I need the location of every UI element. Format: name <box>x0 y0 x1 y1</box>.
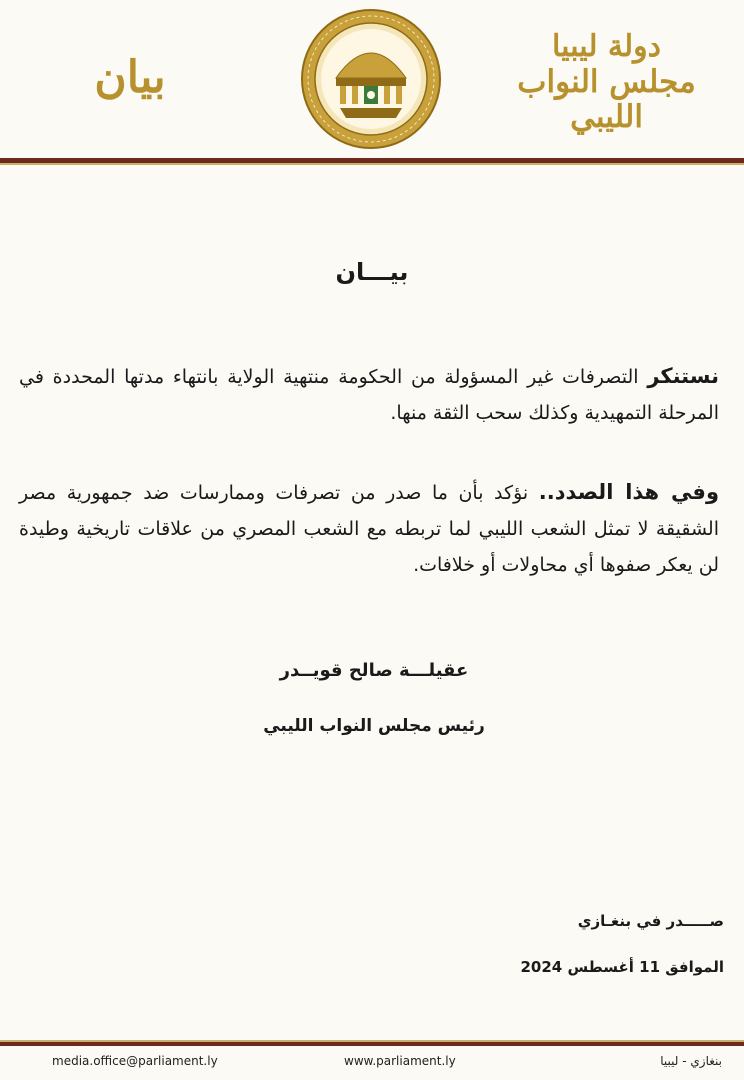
signer-name: عقيلـــة صالح قويــدر <box>279 660 469 681</box>
letterhead <box>0 0 744 160</box>
footer-city: بنغازي - ليبيا <box>660 1054 722 1068</box>
footer-website: www.parliament.ly <box>344 1054 456 1068</box>
footer-divider <box>0 1040 744 1046</box>
state-title <box>499 30 714 136</box>
issued-date: الموافق 11 أغسطس 2024 <box>520 958 724 976</box>
paragraph-1 <box>19 358 719 431</box>
paragraph-2-body: نؤكد بأن ما صدر من تصرفات وممارسات ضد جمهورية مصر الشقيقة لا تمثل الشعب الليبي لما تربطه مع الشعب المصري من علاقات تاريخية وطيدة لن يعكر صفوها أي محاولات أو خلافات. <box>19 482 719 576</box>
parliament-emblem-icon <box>300 8 442 150</box>
state-title-line1: دولة ليبيا <box>552 29 661 64</box>
paragraph-2-lead: وفي هذا الصدد.. <box>538 480 719 504</box>
header-divider <box>0 158 744 165</box>
paragraph-1-body: التصرفات غير المسؤولة من الحكومة منتهية الولاية بانتهاء مدتها المحددة في المرحلة التمهيدية وكذلك سحب الثقة منها. <box>19 366 719 424</box>
document-title: بيـــان <box>335 258 409 286</box>
paragraph-2 <box>19 474 719 583</box>
bayan-logo: بيان <box>94 52 166 103</box>
signer-title: رئيس مجلس النواب الليبي <box>263 716 485 736</box>
footer-email: media.office@parliament.ly <box>52 1054 218 1068</box>
state-title-line2: مجلس النواب الليبي <box>517 63 696 136</box>
issued-place: صـــــدر في بنغـازي <box>577 912 724 930</box>
paragraph-1-lead: نستنكر <box>647 364 719 388</box>
